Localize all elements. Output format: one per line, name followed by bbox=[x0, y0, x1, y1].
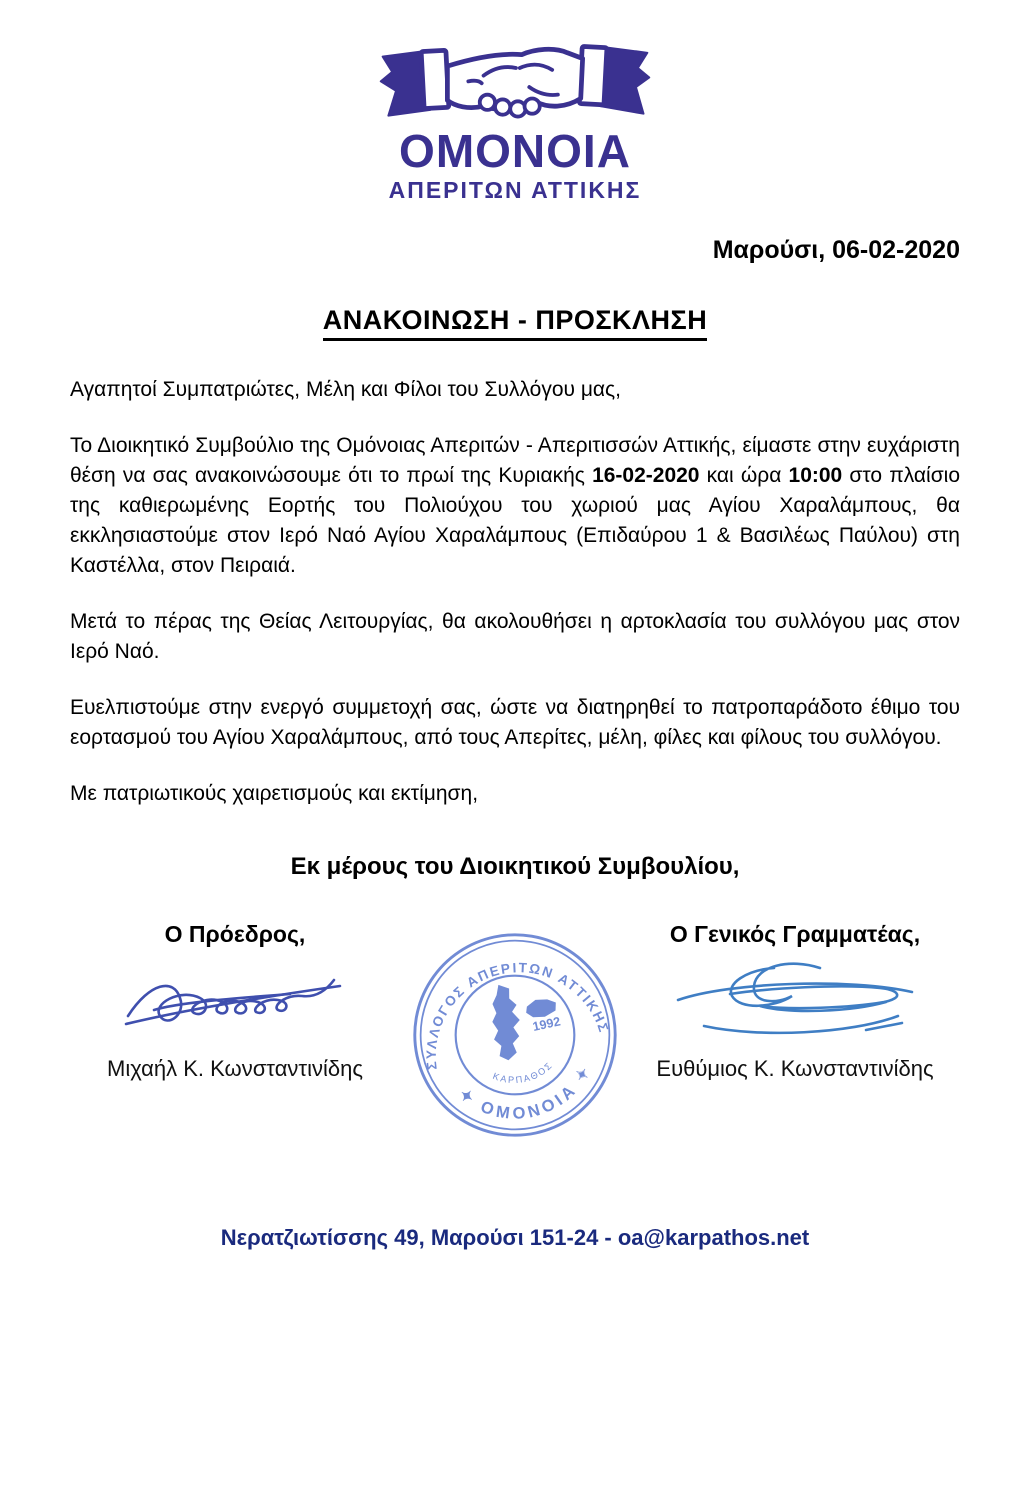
president-role: Ο Πρόεδρος, bbox=[164, 921, 306, 947]
secretary-block bbox=[630, 921, 960, 1082]
org-name: ΟΜΟΝΟΙΑ bbox=[399, 125, 631, 177]
secretary-role: Ο Γενικός Γραμματέας, bbox=[669, 921, 921, 947]
invitation-text-2: και ώρα bbox=[699, 464, 789, 487]
paragraph-participation: Ευελπιστούμε στην ενεργό συμμετοχή σας, ώστε να διατηρηθεί το πατροπαράδοτο έθιμο του εορτασμού του Αγίου Χαραλάμπους, από τους Απερίτες, μέλη, φίλες και φίλους του συλλόγου. bbox=[70, 696, 960, 749]
president-block bbox=[70, 921, 400, 1082]
greeting-line: Αγαπητοί Συμπατριώτες, Μέλη και Φίλοι του Συλλόγου μας, bbox=[70, 378, 622, 401]
secretary-signature bbox=[670, 954, 920, 1054]
stamp-year: 1992 bbox=[531, 1014, 562, 1034]
stamp-top-text: ΣΥΛΛΟΓΟΣ ΑΠΕΡΙΤΩΝ ΑΤΤΙΚΗΣ bbox=[423, 960, 612, 1071]
club-stamp bbox=[408, 927, 622, 1143]
title-wrap bbox=[70, 305, 960, 341]
paragraph-liturgy: Μετά το πέρας της Θείας Λειτουργίας, θα ακολουθήσει η αρτοκλασία του συλλόγου μας στον Ιερό Ναό. bbox=[70, 610, 960, 663]
on-behalf-heading: Εκ μέρους του Διοικητικού Συμβουλίου, bbox=[290, 853, 740, 880]
invitation-text-3: στο πλαίσιο της καθιερωμένης Εορτής του Πολιούχου του χωριού μας Αγίου Χαραλάμπους, θα εκκλησιαστούμε στον Ιερό Ναό Αγίου Χαραλάμπους (Επιδαύρου 1 & Βασιλέως Παύλου) στη Καστέλλα, στον Πειραιά. bbox=[70, 464, 961, 577]
event-time: 10:00 bbox=[788, 464, 843, 487]
org-logo bbox=[70, 28, 960, 204]
svg-text:✦ ΟΜΟΝΟΙΑ ✦ bbox=[453, 1058, 604, 1136]
stamp-island-label: ΚΑΡΠΑΘΟΣ bbox=[491, 1059, 555, 1086]
secretary-name: Ευθύμιος Κ. Κωνσταντινίδης bbox=[656, 1056, 934, 1081]
stamp-bottom-text: ✦ ΟΜΟΝΟΙΑ ✦ bbox=[455, 1060, 596, 1124]
president-signature bbox=[115, 954, 355, 1054]
handshake-icon bbox=[375, 28, 655, 128]
signature-row bbox=[70, 921, 960, 1143]
president-name: Μιχαήλ Κ. Κωνσταντινίδης bbox=[107, 1056, 363, 1081]
paragraph-invitation bbox=[70, 431, 960, 581]
closing-line: Με πατριωτικούς χαιρετισμούς και εκτίμηση, bbox=[70, 782, 479, 805]
stamp-area bbox=[400, 921, 630, 1143]
invitation-text-1: Το Διοικητικό Συμβούλιο της Ομόνοιας Απεριτών - Απεριτισσών Αττικής, είμαστε στην ευχάριστη θέση να σας ανακοινώσουμε ότι το πρωί της Κυριακής bbox=[70, 434, 960, 487]
footer-address: Νερατζιωτίσσης 49, Μαρούσι 151-24 - oa@karpathos.net bbox=[220, 1225, 810, 1250]
page-title: ΑΝΑΚΟΙΝΩΣΗ - ΠΡΟΣΚΛΗΣΗ bbox=[323, 305, 708, 341]
event-date: 16-02-2020 bbox=[592, 464, 700, 487]
org-subtitle: ΑΠΕΡΙΤΩΝ ΑΤΤΙΚΗΣ bbox=[388, 177, 642, 203]
dateline: Μαρούσι, 06-02-2020 bbox=[712, 236, 960, 264]
